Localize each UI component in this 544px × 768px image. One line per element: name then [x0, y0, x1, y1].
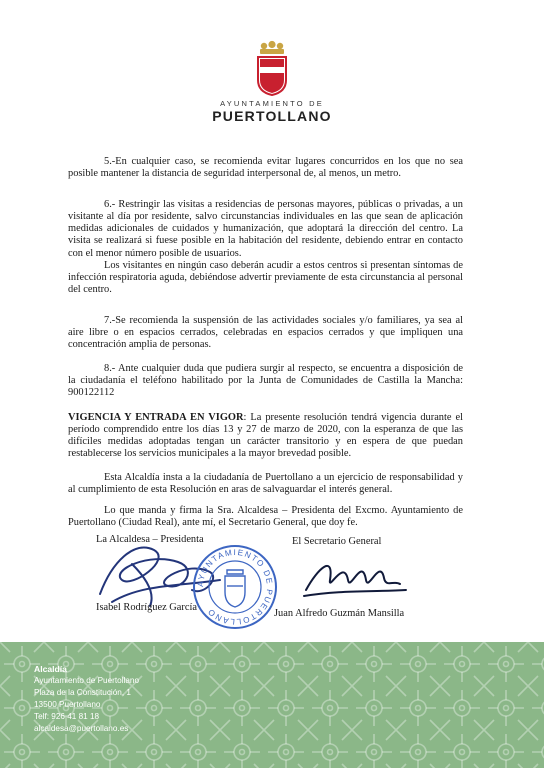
footer-phone: Telf: 926 41 81 18 — [34, 712, 100, 721]
secretary-signature-icon — [300, 540, 410, 600]
paragraph-alcaldia: Esta Alcaldía insta a la ciudadanía de Puertollano a un ejercicio de responsabilidad y al cumplimiento de esta Resolución en aras de salvaguardar el interés general. — [68, 471, 463, 495]
vigencia-text: : La presente resolución tendrá vigencia durante el período comprendido entre los días 13 y 27 de marzo de 2020, con la esperanza de que las difíciles medidas adoptadas tengan un carácter transitorio y en espera de que puedan restablecerse los servicios municipales a la mayor brevedad posible. — [68, 411, 463, 459]
footer-band — [0, 642, 544, 768]
footer-email: alcaldesa@puertollano.es — [34, 724, 129, 733]
signature-block — [0, 530, 544, 630]
paragraph-8: 8.- Ante cualquier duda que pudiera surgir al respecto, se encuentra a disposición de la ciudadanía el teléfono habilitado por la Junta de Comunidades de Castilla la Mancha: 900122112 — [68, 363, 463, 399]
footer-postal: 13500 Puertollano — [34, 700, 101, 709]
letterhead — [0, 40, 544, 124]
official-stamp-icon — [192, 544, 278, 630]
footer-contact — [34, 663, 139, 735]
paragraph-6: 6.- Restringir las visitas a residencias de personas mayores, públicas o privadas, a un visitante al día por residente, salvo circunstancias individuales en las que sean de aplicación medidas adicionales de cuidados y humanización, que adoptará la dirección del centro. La visita se realizará si fuese posible en la habitación del residente, debiendo entrar en contacto con el menor número posible de usuarios. — [68, 199, 463, 259]
secretary-name: Juan Alfredo Guzmán Mansilla — [274, 608, 405, 619]
paragraph-6-visitors: Los visitantes en ningún caso deberán acudir a estos centros si presentan síntomas de infección respiratoria aguda, debiéndose advertir previamente de esta circunstancia al personal del centro. — [68, 259, 463, 295]
svg-text:AYUNTAMIENTO DE PUERTOLLANO — [196, 548, 274, 626]
resolution-body — [68, 156, 463, 529]
footer-org: Ayuntamiento de Puertollano — [34, 676, 139, 685]
mayor-role: La Alcaldesa – Presidenta — [96, 534, 204, 545]
secretary-role: El Secretario General — [292, 536, 382, 547]
vigencia-title: VIGENCIA Y ENTRADA EN VIGOR — [68, 411, 244, 423]
org-name: AYUNTAMIENTO DE — [220, 99, 324, 108]
stamp-text: AYUNTAMIENTO DE PUERTOLLANO — [195, 547, 275, 627]
footer-address: Plaza de la Constitución, 1 — [34, 688, 131, 697]
footer-department: Alcaldía — [34, 664, 67, 674]
mayor-name: Isabel Rodríguez García — [96, 602, 197, 613]
paragraph-7: 7.-Se recomienda la suspensión de las actividades sociales y/o familiares, ya sea al aire libre o en espacios cerrados, celebradas en espacios cerrados y que impliquen una concentración amplia de personas. — [68, 314, 463, 351]
coat-of-arms-icon — [255, 40, 289, 96]
city-name: PUERTOLLANO — [212, 108, 332, 124]
paragraph-vigencia — [68, 412, 463, 460]
paragraph-manda: Lo que manda y firma la Sra. Alcaldesa – Presidenta del Excmo. Ayuntamiento de Puertollano (Ciudad Real), ante mí, el Secretario General, que doy fe. — [68, 505, 463, 529]
paragraph-5: 5.-En cualquier caso, se recomienda evitar lugares concurridos en los que no sea posible mantener la distancia de seguridad interpersonal de, al menos, un metro. — [68, 156, 463, 180]
